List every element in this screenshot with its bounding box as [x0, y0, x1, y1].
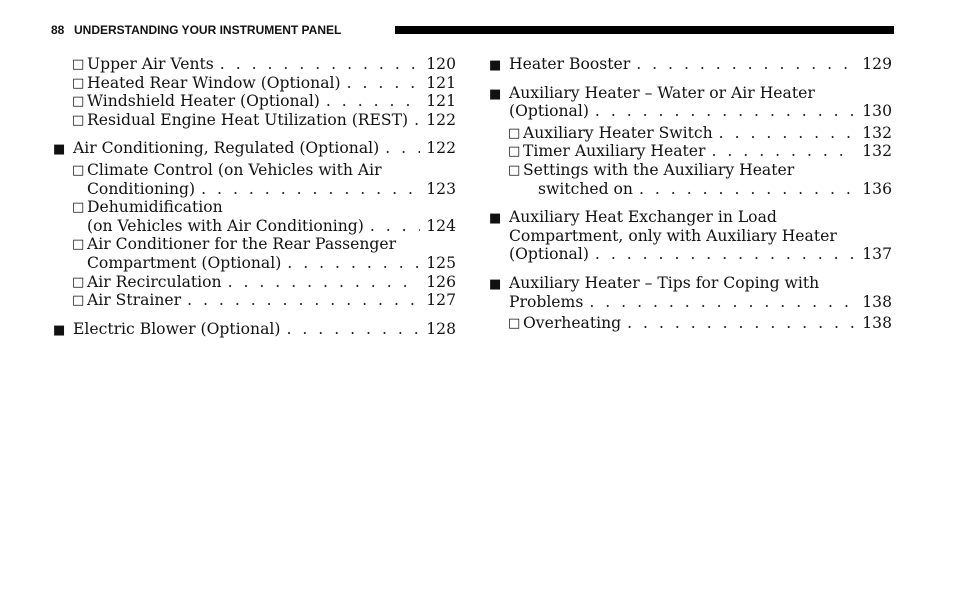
page-ref: 123: [426, 179, 456, 198]
page-ref: 132: [862, 142, 892, 161]
filled-square-bullet-icon: ■: [53, 142, 66, 158]
entry-title: Climate Control (on Vehicles with Air: [87, 160, 382, 179]
entry-title: Auxiliary Heater – Tips for Coping with: [509, 273, 820, 292]
toc-entry[interactable]: [51, 320, 456, 339]
entry-title: Auxiliary Heat Exchanger in Load: [509, 208, 777, 227]
dot-leader: [589, 293, 856, 312]
page-ref: 137: [862, 245, 892, 264]
page-ref: 138: [862, 292, 892, 311]
page-header: [51, 20, 894, 40]
entry-title: Air Recirculation: [87, 272, 222, 291]
toc-subentry[interactable]: [51, 291, 456, 310]
toc-subentry[interactable]: [51, 111, 456, 130]
hollow-square-bullet-icon: □: [72, 293, 85, 309]
dot-leader: [220, 55, 420, 74]
dot-leader: [187, 291, 420, 310]
page-ref: 132: [862, 123, 892, 142]
toc-subentry[interactable]: [487, 314, 892, 333]
page-ref: 130: [862, 102, 892, 121]
hollow-square-bullet-icon: □: [508, 162, 521, 178]
toc-subentry[interactable]: [51, 235, 456, 272]
entry-title: Overheating: [523, 314, 622, 333]
entry-title: Air Strainer: [87, 291, 182, 310]
dot-leader: [414, 111, 420, 130]
toc-entry[interactable]: [487, 274, 892, 311]
toc-subentry[interactable]: [51, 55, 456, 74]
filled-square-bullet-icon: ■: [489, 276, 502, 292]
entry-title: Problems: [509, 292, 584, 311]
entry-title: Compartment (Optional): [87, 253, 282, 272]
dot-leader: [639, 180, 856, 199]
page-number: 88: [51, 23, 65, 37]
entry-title: Electric Blower (Optional): [73, 319, 281, 338]
page-ref: 122: [426, 110, 456, 129]
entry-title: Conditioning): [87, 179, 196, 198]
entry-title: Auxiliary Heater Switch: [523, 123, 713, 142]
hollow-square-bullet-icon: □: [72, 94, 85, 110]
hollow-square-bullet-icon: □: [508, 125, 521, 141]
toc-entry[interactable]: [487, 84, 892, 121]
dot-leader: [595, 102, 856, 121]
dot-leader: [201, 180, 420, 199]
dot-leader: [636, 55, 856, 74]
hollow-square-bullet-icon: □: [508, 316, 521, 332]
toc-entry[interactable]: [51, 139, 456, 158]
dot-leader: [326, 92, 420, 111]
entry-title: Air Conditioning, Regulated (Optional): [73, 139, 380, 158]
hollow-square-bullet-icon: □: [508, 144, 521, 160]
entry-title: Windshield Heater (Optional): [87, 92, 320, 111]
dot-leader: [627, 314, 856, 333]
page-ref: 125: [426, 253, 456, 272]
hollow-square-bullet-icon: □: [72, 237, 85, 253]
filled-square-bullet-icon: ■: [489, 211, 502, 227]
toc-subentry[interactable]: [51, 273, 456, 292]
toc-subentry[interactable]: [51, 198, 456, 235]
dot-leader: [286, 320, 420, 339]
hollow-square-bullet-icon: □: [72, 274, 85, 290]
entry-title: (Optional): [509, 102, 589, 121]
page-ref: 126: [426, 272, 456, 291]
filled-square-bullet-icon: ■: [489, 86, 502, 102]
entry-title: Heated Rear Window (Optional): [87, 73, 341, 92]
dot-leader: [347, 74, 421, 93]
header-rule: [395, 26, 894, 34]
entry-title: Residual Engine Heat Utilization (REST): [87, 110, 409, 129]
entry-title: Timer Auxiliary Heater: [523, 142, 706, 161]
toc-subentry[interactable]: [487, 124, 892, 143]
filled-square-bullet-icon: ■: [489, 58, 502, 73]
filled-square-bullet-icon: ■: [53, 322, 66, 338]
dot-leader: [287, 254, 420, 273]
page-ref: 121: [426, 73, 456, 92]
page-ref: 128: [426, 319, 456, 338]
hollow-square-bullet-icon: □: [72, 75, 85, 91]
hollow-square-bullet-icon: □: [72, 200, 85, 216]
toc-subentry[interactable]: [487, 161, 892, 198]
page-ref: 124: [426, 216, 456, 235]
entry-title: Heater Booster: [509, 55, 631, 73]
dot-leader: [719, 124, 857, 143]
page-ref: 120: [426, 55, 456, 73]
toc-subentry[interactable]: [51, 161, 456, 198]
page-ref: 136: [862, 179, 892, 198]
page-ref: 129: [862, 55, 892, 73]
dot-leader: [385, 139, 420, 158]
entry-title: switched on: [538, 179, 633, 198]
toc-entry[interactable]: [487, 55, 892, 74]
page-ref: 122: [426, 139, 456, 158]
toc-subentry[interactable]: [51, 74, 456, 93]
section-title: UNDERSTANDING YOUR INSTRUMENT PANEL: [74, 23, 342, 37]
entry-title: Air Conditioner for the Rear Passenger: [87, 235, 397, 254]
dot-leader: [228, 273, 421, 292]
hollow-square-bullet-icon: □: [72, 162, 85, 178]
hollow-square-bullet-icon: □: [72, 57, 85, 72]
toc-subentry[interactable]: [51, 92, 456, 111]
entry-title: (Optional): [509, 245, 589, 264]
entry-title: (on Vehicles with Air Conditioning): [87, 216, 364, 235]
hollow-square-bullet-icon: □: [72, 112, 85, 128]
dot-leader: [711, 142, 856, 161]
dot-leader: [370, 217, 420, 236]
entry-title: Upper Air Vents: [87, 55, 214, 73]
dot-leader: [595, 245, 856, 264]
page-ref: 127: [426, 291, 456, 310]
toc-right-column: [487, 55, 892, 333]
entry-title: Auxiliary Heater – Water or Air Heater: [509, 83, 815, 102]
page-ref: 121: [426, 92, 456, 111]
toc-left-column: [51, 55, 456, 338]
entry-title: Dehumidification: [87, 198, 223, 217]
entry-title: Compartment, only with Auxiliary Heater: [509, 226, 837, 245]
toc-entry[interactable]: [487, 208, 892, 264]
toc-subentry[interactable]: [487, 142, 892, 161]
page-ref: 138: [862, 314, 892, 333]
entry-title: Settings with the Auxiliary Heater: [523, 160, 795, 179]
